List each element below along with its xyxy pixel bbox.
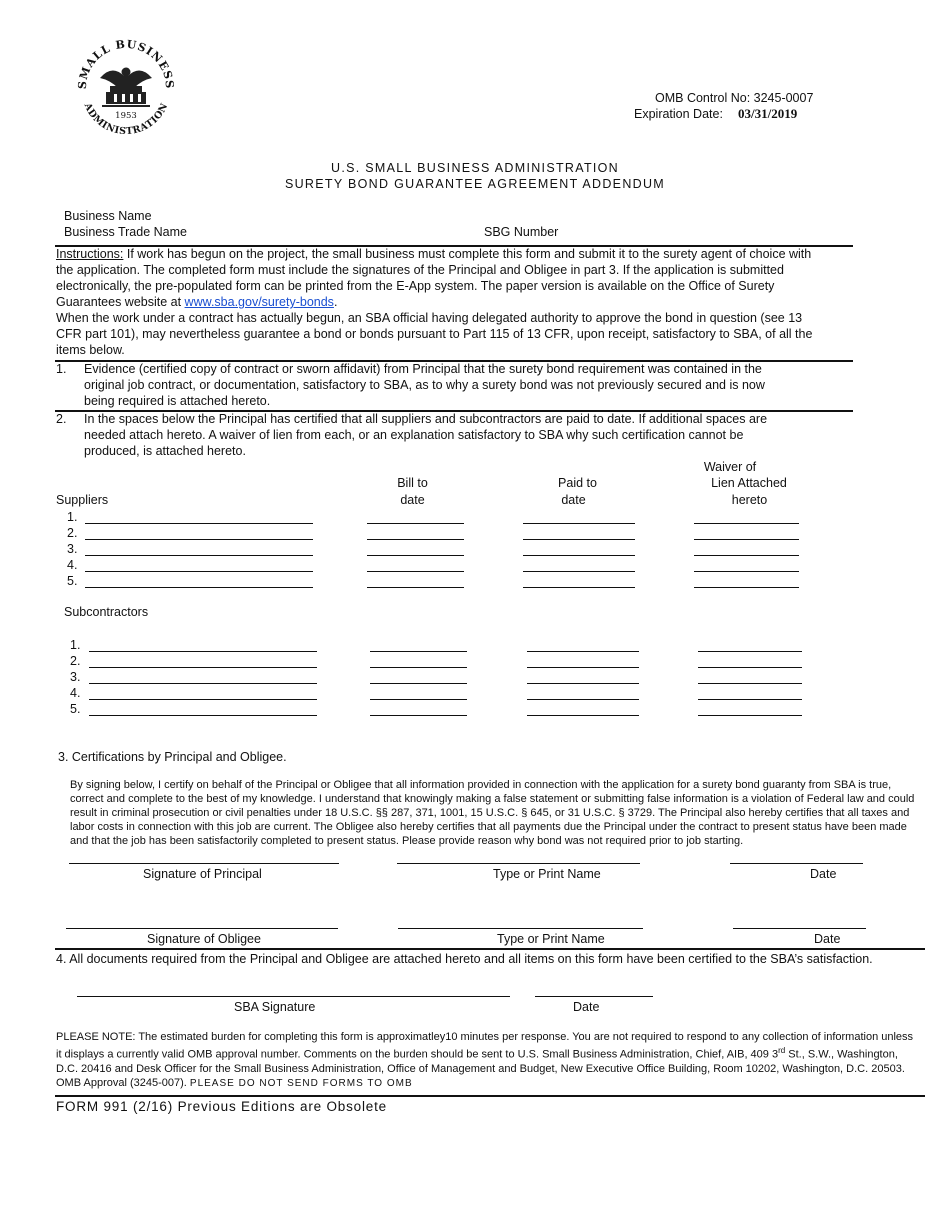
print-name-label-2: Type or Print Name (497, 932, 605, 946)
supplier-paid-line[interactable] (523, 555, 635, 556)
supplier-name-line[interactable] (85, 523, 313, 524)
row-number: 4. (67, 558, 78, 572)
sbg-number-label: SBG Number (484, 225, 559, 239)
signature-of-principal-label: Signature of Principal (143, 867, 262, 881)
subcontractor-paid-line[interactable] (527, 667, 639, 668)
row-number: 1. (67, 510, 78, 524)
supplier-name-line[interactable] (85, 587, 313, 588)
principal-date-line[interactable] (730, 863, 863, 864)
row-number: 2. (67, 526, 78, 540)
supplier-name-line[interactable] (85, 555, 313, 556)
obligee-print-name-line[interactable] (398, 928, 643, 929)
supplier-waiver-line[interactable] (694, 587, 799, 588)
burden-note-text-2: St., S.W., Washington, D.C. 20416 and Desk Officer for the Small Business Administration, Office of Management and Budget, New Executive Office Building, Room 10202, Washington, D.C. 20503. OMB Approval (3245-007). (56, 1048, 905, 1089)
signature-of-obligee-label: Signature of Obligee (147, 932, 261, 946)
print-name-label-1: Type or Print Name (493, 867, 601, 881)
expiration-label: Expiration Date: (634, 107, 723, 121)
instructions-block (56, 246, 831, 358)
item4-text: 4. All documents required from the Principal and Obligee are attached hereto and all items on this form have been certified to the SBA’s satisfaction. (56, 952, 873, 966)
svg-text:SMALL BUSINESS: SMALL BUSINESS (75, 37, 177, 90)
surety-bonds-link[interactable]: www.sba.gov/surety-bonds (184, 295, 334, 309)
item3-certification-text: By signing below, I certify on behalf of the Principal or Obligee that all information provided in connection with the application for a surety bond guaranty from SBA is true, correct and complete to the best of my knowledge. I understand that knowingly making a false statement or submitting false information is a violation of Federal law and could result in criminal prosecution or civil penalties under 18 U.S.C. §§ 287, 371, 1001, 15 U.S.C. § 645, or 31 U.S.C. § 3729. The Principal also hereby certifies that all taxes and labor costs in connection with this job are current. The Obligee also hereby certifies that all payments due the Principal under the contract to present status have been made and that the job has been satisfactorily completed to present status. Please provide reason why bond was not required prior to job starting. (70, 779, 915, 847)
obligee-date-line[interactable] (733, 928, 866, 929)
subcontractor-paid-line[interactable] (527, 715, 639, 716)
item2-number: 2. (56, 412, 67, 426)
row-number: 5. (70, 702, 81, 716)
divider-item4 (55, 948, 925, 950)
divider-footer (55, 1095, 925, 1097)
subcontractor-waiver-line[interactable] (698, 651, 802, 652)
row-number: 5. (67, 574, 78, 588)
supplier-waiver-line[interactable] (694, 523, 799, 524)
subcontractor-waiver-line[interactable] (698, 715, 802, 716)
row-number: 4. (70, 686, 81, 700)
item3-heading: 3. Certifications by Principal and Obligee. (58, 750, 287, 764)
subcontractor-bill-line[interactable] (370, 683, 467, 684)
item2-text: In the spaces below the Principal has certified that all suppliers and subcontractors are paid to date. If additional spaces are needed attach hereto. A waiver of lien from each, or an explanation satisfactory to SBA why such certification cannot be produced, is attached hereto. (84, 412, 768, 458)
waiver-header-line2: Lien Attached (711, 476, 787, 490)
row-number: 2. (70, 654, 81, 668)
subcontractor-waiver-line[interactable] (698, 683, 802, 684)
bill-to-header-line1: Bill to (397, 476, 428, 490)
supplier-bill-line[interactable] (367, 539, 464, 540)
item1-text: Evidence (certified copy of contract or sworn affidavit) from Principal that the surety bond requirement was contained in the original job contract, or documentation, satisfactory to SBA, as to why a surety bond was not previously secured and is now being required is attached hereto. (84, 362, 765, 408)
supplier-waiver-line[interactable] (694, 571, 799, 572)
date-label-1: Date (810, 867, 837, 881)
omb-control-number: OMB Control No: 3245-0007 (655, 91, 814, 105)
sba-seal-logo (70, 30, 182, 142)
subcontractor-paid-line[interactable] (527, 683, 639, 684)
supplier-name-line[interactable] (85, 539, 313, 540)
instructions-end: . (333, 295, 338, 309)
subcontractor-name-line[interactable] (89, 699, 317, 700)
supplier-waiver-line[interactable] (694, 539, 799, 540)
subcontractor-name-line[interactable] (89, 715, 317, 716)
row-number: 3. (67, 542, 78, 556)
paid-to-header-line2: date (561, 493, 586, 507)
waiver-header-line1: Waiver of (703, 460, 757, 474)
instructions-label: Instructions: (56, 247, 124, 261)
supplier-paid-line[interactable] (523, 571, 635, 572)
supplier-bill-line[interactable] (367, 555, 464, 556)
subcontractor-name-line[interactable] (89, 667, 317, 668)
business-trade-name-label: Business Trade Name (64, 225, 187, 239)
expiration-date: 03/31/2019 (738, 106, 798, 121)
principal-signature-line[interactable] (69, 863, 339, 864)
subcontractors-header: Subcontractors (64, 605, 149, 619)
paid-to-header-line1: Paid to (558, 476, 597, 490)
sba-signature-line[interactable] (77, 996, 510, 997)
subcontractor-bill-line[interactable] (370, 667, 467, 668)
subcontractor-paid-line[interactable] (527, 651, 639, 652)
subcontractor-bill-line[interactable] (370, 699, 467, 700)
subcontractor-bill-line[interactable] (370, 715, 467, 716)
burden-note-text: PLEASE NOTE: The estimated burden for completing this form is approximatley10 minutes per response. You are not required to respond to any collection of information unless it displays a currently valid OMB approval number. Comments on the burden should be sent to U.S. Small Business Administration, Chief, AIB, 409 3 (56, 1031, 914, 1061)
supplier-bill-line[interactable] (367, 587, 464, 588)
subcontractor-name-line[interactable] (89, 683, 317, 684)
svg-text:1953: 1953 (115, 111, 137, 121)
waiver-header-line3: hereto (731, 493, 768, 507)
date-label-2: Date (814, 932, 841, 946)
supplier-paid-line[interactable] (523, 539, 635, 540)
svg-text:ADMINISTRATION: ADMINISTRATION (81, 101, 171, 138)
burden-note-superscript: rd (778, 1046, 786, 1055)
supplier-bill-line[interactable] (367, 523, 464, 524)
bill-to-header-line2: date (400, 493, 425, 507)
suppliers-header: Suppliers (56, 493, 109, 507)
row-number: 1. (70, 638, 81, 652)
subcontractor-name-line[interactable] (89, 651, 317, 652)
sba-date-label: Date (573, 1000, 600, 1014)
subcontractor-paid-line[interactable] (527, 699, 639, 700)
row-number: 3. (70, 670, 81, 684)
subcontractor-waiver-line[interactable] (698, 699, 802, 700)
subcontractor-waiver-line[interactable] (698, 667, 802, 668)
supplier-waiver-line[interactable] (694, 555, 799, 556)
form-number-footer: FORM 991 (2/16) Previous Editions are Obsolete (56, 1099, 387, 1114)
principal-print-name-line[interactable] (397, 863, 640, 864)
supplier-bill-line[interactable] (367, 571, 464, 572)
do-not-send-notice: PLEASE DO NOT SEND FORMS TO OMB (189, 1077, 413, 1089)
business-name-label: Business Name (64, 209, 152, 223)
agency-title: U.S. SMALL BUSINESS ADMINISTRATION (331, 161, 619, 175)
instructions-text: If work has begun on the project, the small business must complete this form and submit it to the surety agent of choice with the application. The completed form must include the signatures of the Principal and Obligee in part 3. If the application is submitted electronically, the pre-populated form can be printed from the E-App system. The paper version is available on the Office of Surety Guarantees website at (56, 247, 812, 309)
burden-note (56, 1030, 916, 1091)
sba-date-line[interactable] (535, 996, 653, 997)
item1-number: 1. (56, 362, 67, 376)
instructions-paragraph-2: When the work under a contract has actually begun, an SBA official having delegated authority to approve the bond in question (see 13 CFR part 101), may nevertheless guarantee a bond or bonds pursuant to Part 115 of 13 CFR, upon receipt, satisfactory to SBA, of all the items below. (56, 311, 813, 357)
obligee-signature-line[interactable] (66, 928, 338, 929)
sba-signature-label: SBA Signature (234, 1000, 316, 1014)
supplier-paid-line[interactable] (523, 523, 635, 524)
form-title: SURETY BOND GUARANTEE AGREEMENT ADDENDUM (284, 177, 666, 191)
supplier-paid-line[interactable] (523, 587, 635, 588)
subcontractor-bill-line[interactable] (370, 651, 467, 652)
supplier-name-line[interactable] (85, 571, 313, 572)
